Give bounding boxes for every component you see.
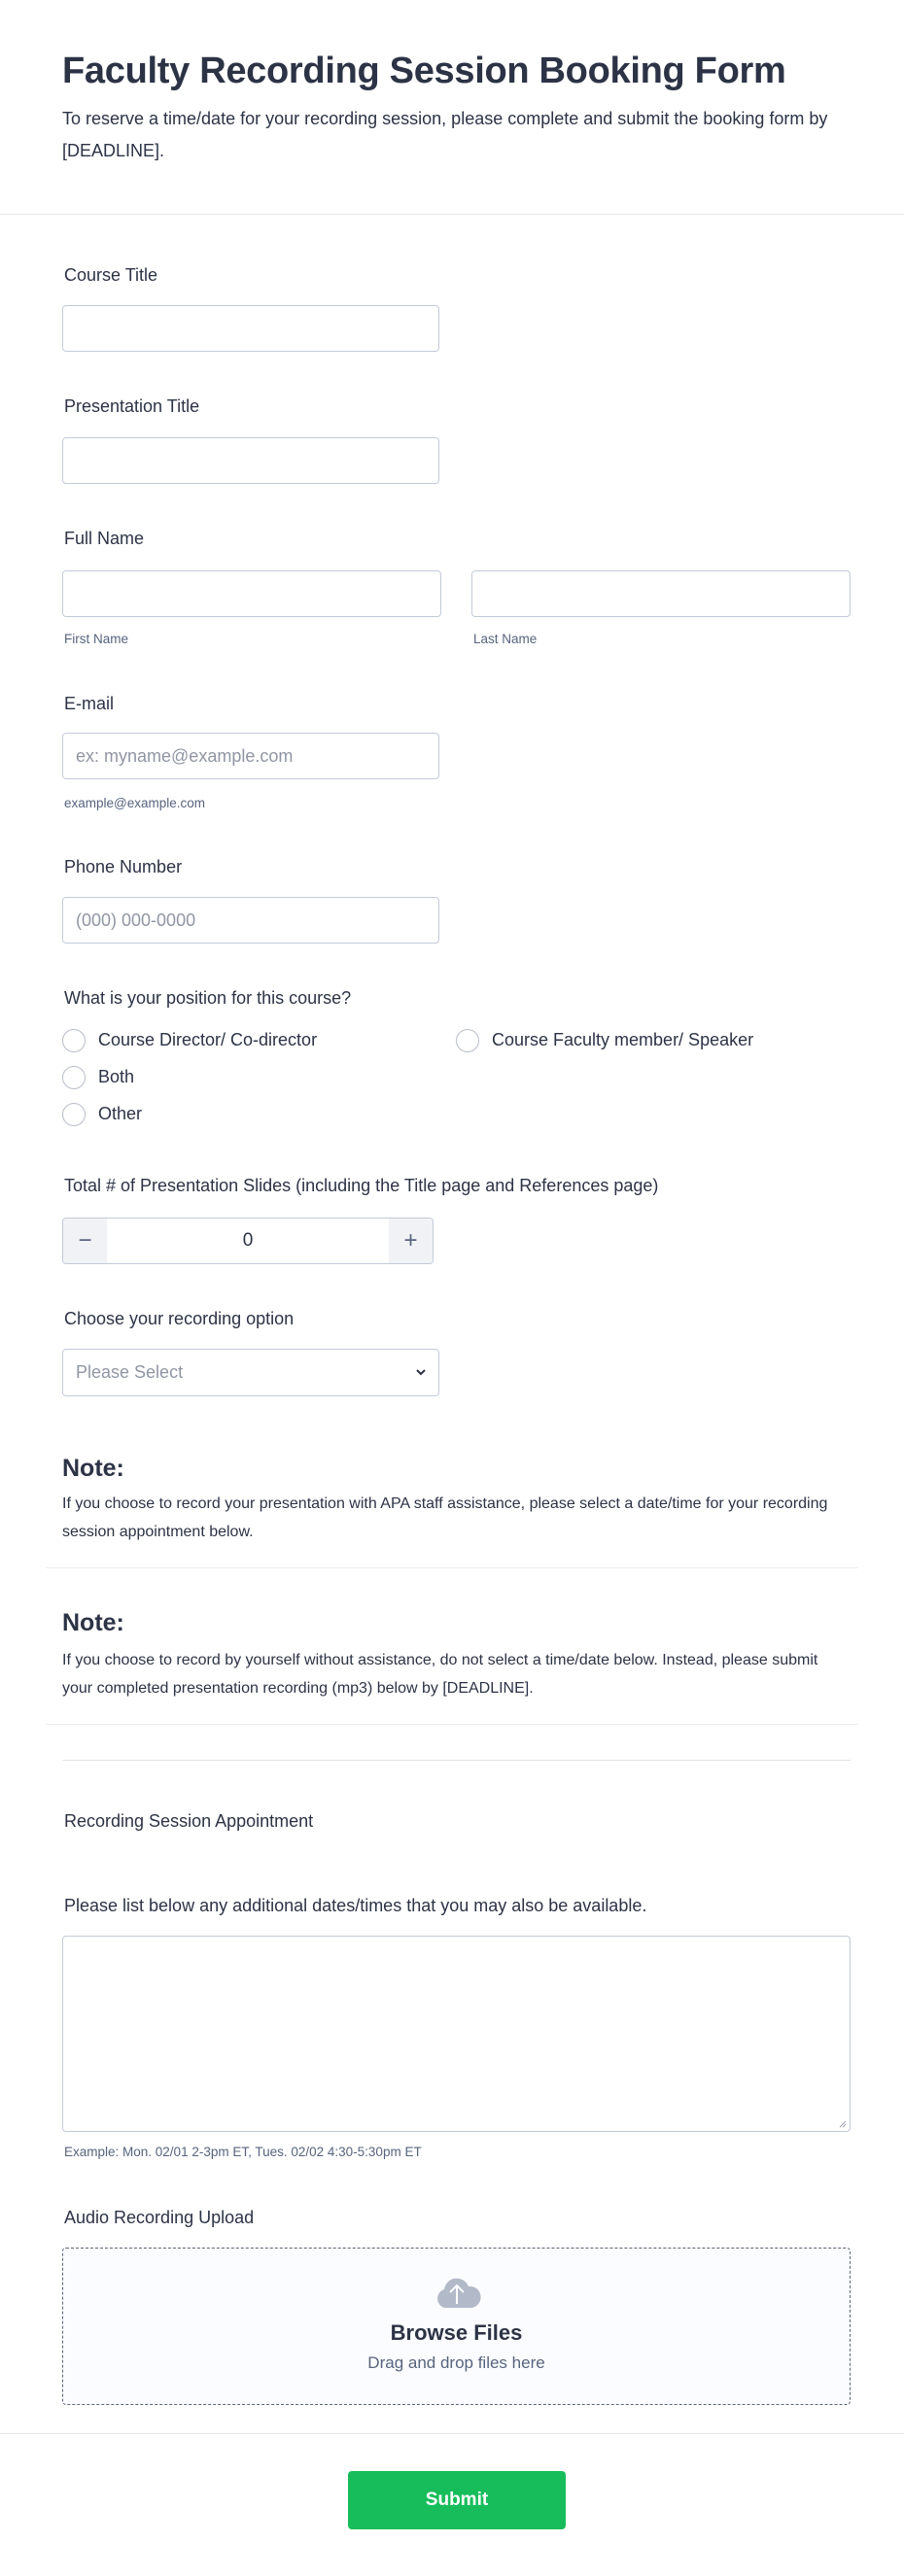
availability-textarea[interactable]: [62, 1936, 851, 2132]
radio-label-course-faculty[interactable]: Course Faculty member/ Speaker: [492, 1030, 754, 1049]
slides-stepper: [62, 1218, 434, 1264]
appointment-label: Recording Session Appointment: [64, 1811, 314, 1831]
slides-input[interactable]: 0: [242, 1230, 254, 1251]
position-label: What is your position for this course?: [64, 988, 352, 1008]
submit-button[interactable]: Submit: [348, 2471, 566, 2529]
last-name-sublabel: Last Name: [473, 632, 538, 646]
email-label: E-mail: [64, 694, 115, 713]
phone-label: Phone Number: [64, 857, 183, 876]
radio-both[interactable]: [62, 1066, 86, 1089]
divider: [46, 1724, 858, 1725]
presentation-title-input[interactable]: [62, 437, 439, 484]
radio-course-faculty[interactable]: [456, 1029, 479, 1052]
header-divider: [0, 214, 904, 215]
radio-course-director[interactable]: [62, 1029, 86, 1052]
note2-heading: Note:: [62, 1609, 124, 1636]
chevron-down-icon: [415, 1368, 427, 1376]
course-title-label: Course Title: [64, 265, 158, 285]
note2-text: If you choose to record by yourself without assistance, do not select a time/date below. Instead, please submit your completed presentation recording (mp3) below by [DEADLINE].: [62, 1652, 818, 1697]
slides-label: Total # of Presentation Slides (including the Title page and References page): [64, 1176, 659, 1195]
resize-handle-icon[interactable]: [839, 2120, 847, 2128]
availability-label: Please list below any additional dates/times that you may also be available.: [64, 1896, 647, 1915]
availability-sublabel: Example: Mon. 02/01 2-3pm ET, Tues. 02/02 4:30-5:30pm ET: [64, 2145, 422, 2159]
radio-label-course-director[interactable]: Course Director/ Co-director: [98, 1030, 318, 1049]
select-placeholder: Please Select: [76, 1362, 184, 1382]
upload-label: Audio Recording Upload: [64, 2208, 255, 2227]
email-sublabel: example@example.com: [64, 796, 206, 810]
file-dropzone[interactable]: [62, 2248, 851, 2405]
increment-button[interactable]: +: [389, 1219, 433, 1263]
last-name-input[interactable]: [471, 570, 851, 617]
divider: [46, 1567, 858, 1568]
full-name-label: Full Name: [64, 529, 145, 548]
cloud-upload-icon: [433, 2275, 481, 2310]
radio-other[interactable]: [62, 1103, 86, 1126]
form-title: Faculty Recording Session Booking Form: [62, 51, 786, 91]
drag-drop-hint: Drag and drop files here: [367, 2353, 545, 2372]
form-subtitle: To reserve a time/date for your recording session, please complete and submit the booking form by [DEADLINE].: [62, 109, 828, 160]
radio-label-both[interactable]: Both: [98, 1067, 135, 1086]
first-name-input[interactable]: [62, 570, 441, 617]
phone-input[interactable]: (000) 000-0000: [62, 897, 439, 944]
recording-option-select[interactable]: [62, 1349, 439, 1396]
radio-label-other[interactable]: Other: [98, 1104, 143, 1123]
recording-option-label: Choose your recording option: [64, 1309, 295, 1328]
first-name-sublabel: First Name: [64, 632, 129, 646]
decrement-button[interactable]: −: [63, 1219, 107, 1263]
browse-files-button[interactable]: Browse Files: [390, 2320, 523, 2345]
course-title-input[interactable]: [62, 305, 439, 352]
note1-heading: Note:: [62, 1455, 124, 1482]
note1-text: If you choose to record your presentation with APA staff assistance, please select a date/time for your recording session appointment below.: [62, 1495, 828, 1540]
presentation-title-label: Presentation Title: [64, 396, 200, 416]
footer-divider: [0, 2433, 904, 2434]
divider: [62, 1760, 851, 1761]
email-input[interactable]: ex: myname@example.com: [62, 733, 439, 779]
